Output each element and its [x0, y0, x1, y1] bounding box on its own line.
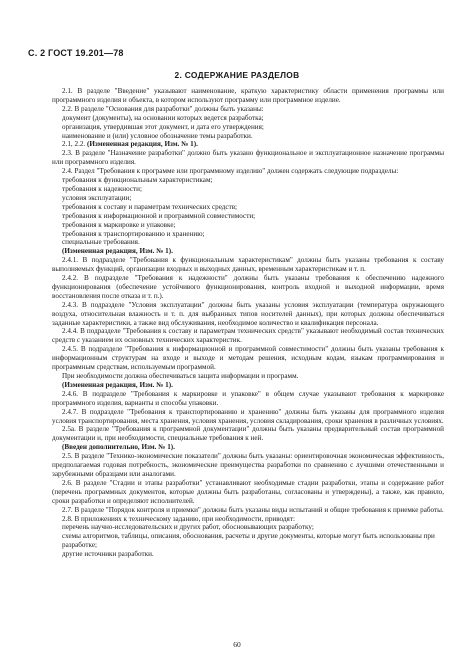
list-item: требования к информационной и программной совместимости; [62, 211, 256, 220]
paragraph: 2.4.3. В подразделе "Условия эксплуатации" должны быть указаны условия эксплуатации (температура окружающего воздуха, относительная влажность и т. п. для выбранных типов носителей данных), при которых должны обеспечиваться заданные характеристики, а также вид обслуживания, необходимое количество и квалификация персонала. [52, 300, 444, 327]
paragraph: 2.4.1. В подразделе "Требования к функциональным характеристикам" должны быть указаны требования к составу выполняемых функций, организации входных и выходных данных, временным характеристикам и т. п. [52, 256, 444, 274]
paragraph: 2.4.5. В подразделе "Требования к информационной и программной совместимости" должны быть указаны требования к информационным структурам на входе и выходе и методам решения, исходным кодам, языкам программирования и программным средствам, используемым программой. [52, 345, 444, 372]
paragraph: 2.1. В разделе "Введение" указывают наименование, краткую характеристику области применения программы или программного изделия и объекта, в котором используют программу или программное изделие. [52, 87, 444, 104]
list-item: условия эксплуатации; [62, 193, 132, 202]
page-number: 60 [233, 640, 241, 649]
list-item: наименование и (или) условное обозначение темы разработки. [62, 131, 253, 140]
amendment-note: (Измененная редакция, Изм. № 1). [87, 140, 198, 149]
paragraph: 2.4.4. В подразделе "Требования к составу и параметрам технических средств" указывают необходимый состав технических средств с указанием их основных технических характеристик. [52, 327, 444, 345]
paragraph: 2.4.2. В подразделе "Требования к надежности" должны быть указаны требования к обеспечению надежного функционирования (обеспечение устойчивого функционирования, контроль входной и выходной информации, время восстановления после отказа и т. п.). [52, 274, 444, 300]
amendment-note: (Измененная редакция, Изм. № 1). [62, 247, 173, 256]
paragraph: 2.4. Раздел "Требования к программе или программному изделию" должен содержать следующие подразделы: [62, 167, 399, 176]
paragraph: При необходимости должна обеспечиваться защита информации и программ. [62, 372, 299, 380]
paragraph: 2.1, 2.2. (Измененная редакция, Изм. № 1). [62, 140, 198, 149]
document-body [52, 87, 444, 559]
paragraph: 2.7. В разделе "Порядок контроля и приемки" должны быть указаны виды испытаний и общие требования к приемке работы. [62, 505, 444, 514]
list-item: схемы алгоритмов, таблицы, описания, обоснования, расчеты и другие документы, которые могут быть использованы при разработке; [62, 532, 435, 550]
list-item: организация, утвердившая этот документ, и дата его утверждения; [62, 122, 264, 131]
section-title: 2. СОДЕРЖАНИЕ РАЗДЕЛОВ [174, 70, 300, 80]
amendment-note: (Измененная редакция, Изм. № 1). [62, 380, 173, 389]
amendment-note: (Введен дополнительно, Изм. № 1). [62, 443, 175, 452]
list-item: перечень научно-исследовательских и других работ, обосновывающих разработку; [62, 523, 314, 532]
paragraph: 2.2. В разделе "Основания для разработки" должны быть указаны: [62, 104, 264, 113]
list-item: другие источники разработки. [62, 550, 154, 559]
page-header: С. 2 ГОСТ 19.201—78 [28, 48, 124, 58]
list-item: требования к функциональным характеристикам; [62, 176, 213, 185]
paragraph: 2.5а. В разделе "Требования к программной документации" должны быть указаны предварительный состав программной документации и, при необходимости, специальные требования к ней. [52, 425, 444, 443]
list-item: специальные требования. [62, 238, 140, 247]
paragraph: 2.5. В разделе "Технико-экономические показатели" должны быть указаны: ориентировочная экономическая эффективность, предполагаемая годовая потребность, экономические преимущества разработки по сравнению с лучшими отечественными и зарубежными образцами или аналогами. [52, 452, 444, 478]
paragraph: 2.6. В разделе "Стадии и этапы разработки" устанавливают необходимые стадии разработки, этапы и содержание работ (перечень программных документов, которые должны быть разработаны, согласованы и утверждены), а также, как правило, сроки разработки и определяют исполнителей. [52, 478, 444, 505]
paragraph: 2.4.6. В подразделе "Требования к маркировке и упаковке" в общем случае указывают требования к маркировке программного изделия, варианты и способы упаковки. [52, 389, 444, 407]
paragraph: 2.8. В приложениях к техническому заданию, при необходимости, приводят: [62, 514, 295, 523]
list-item: требования к маркировке и упаковке; [62, 220, 176, 229]
list-item: требования к транспортированию и хранению; [62, 229, 205, 238]
paragraph: 2.4.7. В подразделе "Требования к транспортированию и хранению" должны быть указаны для программного изделия условия транспортирования, места хранения, условия хранения, условия складирования, сроки хранения в различных условиях. [52, 407, 444, 425]
list-item: документ (документы), на основании которых ведется разработка; [62, 113, 264, 122]
paragraph: 2.3. В разделе "Назначение разработки" должно быть указано функциональное и эксплуатационное назначение программы или программного изделия. [52, 149, 444, 167]
list-item: требования к надежности; [62, 184, 142, 193]
list-item: требования к составу и параметрам технических средств; [62, 202, 238, 211]
